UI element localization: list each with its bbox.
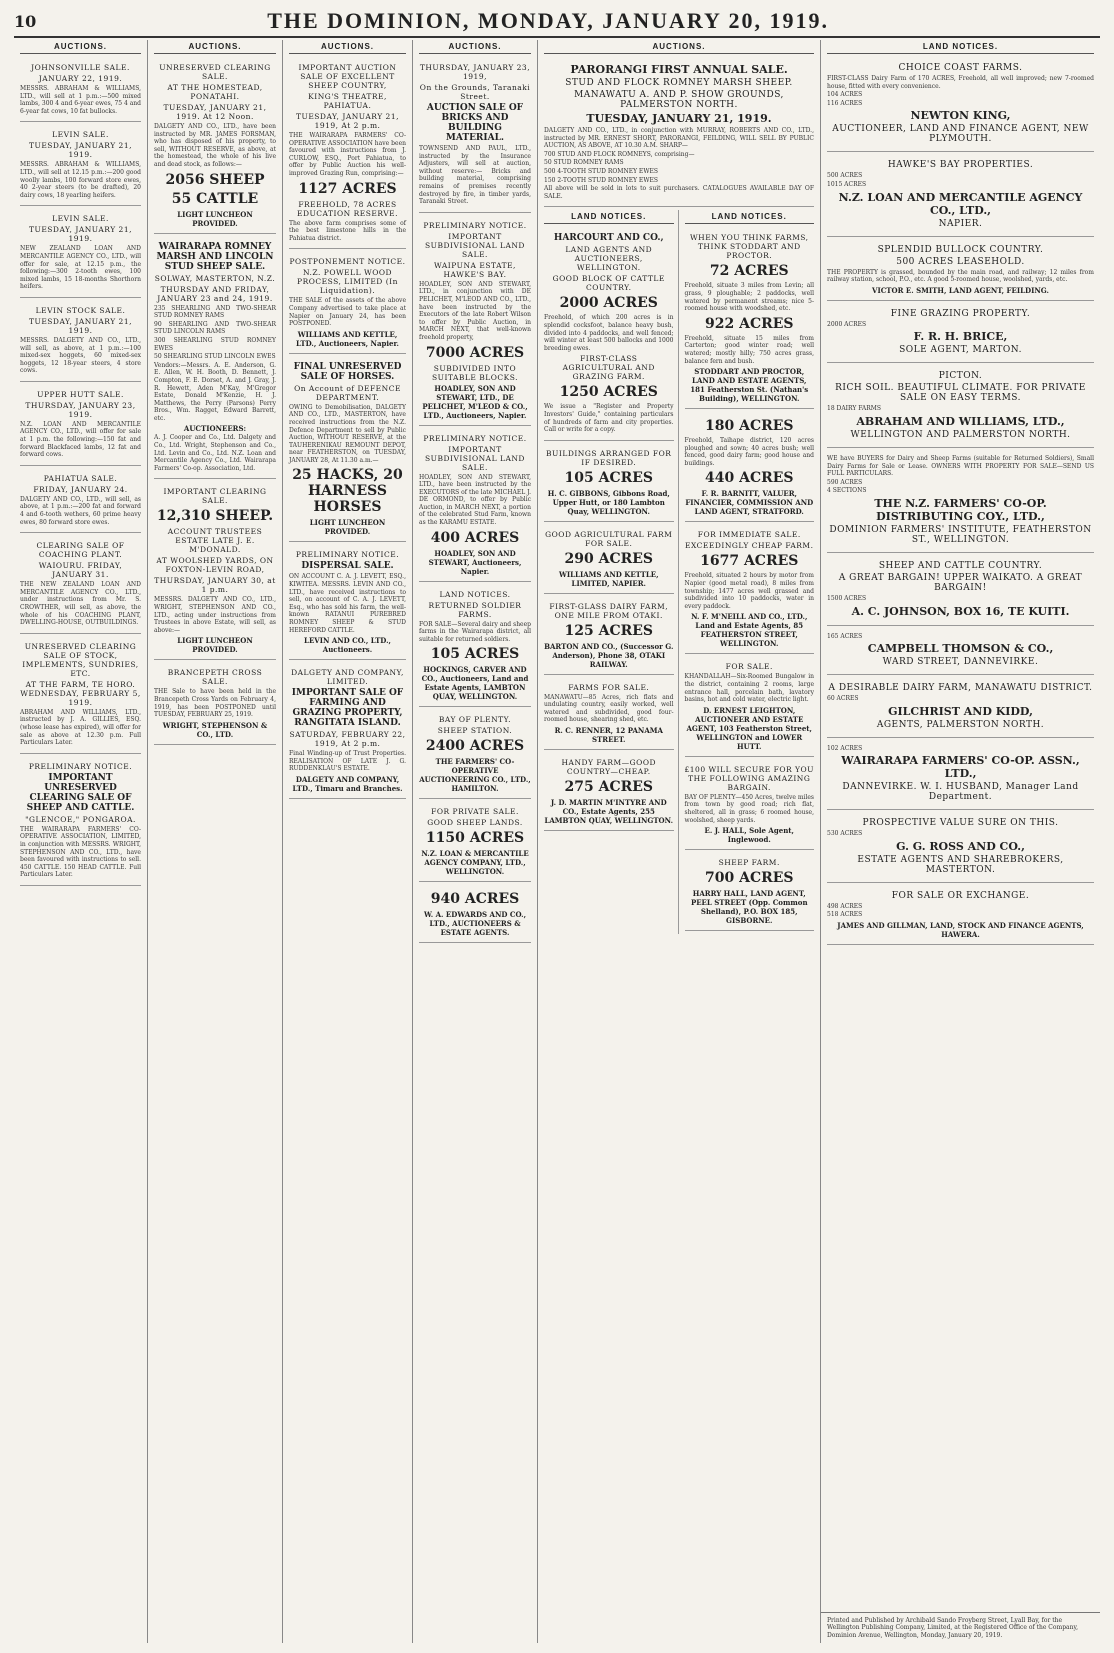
ad-title: DISPERSAL SALE.: [301, 561, 394, 572]
ad-title: SHEEP STATION.: [437, 726, 513, 736]
ad-body: HOADLEY, SON AND STEWART, LTD., in conjunction with DE PELICHET, M'LEOD AND CO., LTD., have been instructed by the Executors of the late Robert Wilson to offer by Public Auction, in MARCH NEXT, that well-known freehold property,: [419, 280, 531, 341]
ad-signature: N. F. M'NEILL AND CO., LTD., Land and Estate Agents, 85 FEATHERSTON STREET, WELLINGTON.: [691, 612, 808, 649]
ad-subtitle: A GREAT BARGAIN! UPPER WAIKATO. A GREAT BARGAIN!: [838, 572, 1083, 593]
ad-heading: LEVIN SALE.: [52, 214, 109, 224]
ad-waipuna-estate: [419, 216, 531, 426]
ad-choice-coast-farms: [827, 58, 1094, 152]
ad-signature: D. ERNEST LEIGHTON, AUCTIONEER AND ESTATE AGENT, 103 Featherston Street, WELLINGTON and LOWER HUTT.: [686, 705, 812, 751]
ad-upper-waikato: [827, 556, 1094, 626]
ad-title: N.Z. LOAN AND MERCANTILE AGENCY CO., LTD.,: [838, 190, 1083, 217]
ad-karamu-estate: [419, 429, 531, 582]
ad-signature: LEVIN AND CO., LTD., Auctioneers.: [304, 636, 391, 655]
ad-title: NEWTON KING,: [910, 109, 1011, 123]
ad-body: DALGETY AND CO., LTD., will sell, as above, at 1 p.m.:—200 fat and forward 4 and 6-tooth wethers, 60 prime heavy ewes, 80 forward store ewes.: [20, 495, 141, 526]
ad-title: IMPORTANT SUBDIVISIONAL LAND SALE.: [425, 231, 525, 259]
ad-wairarapa-coop: [827, 741, 1094, 811]
ad-date: JANUARY 22, 1919.: [38, 74, 123, 83]
ad-lot: 500 4-TOOTH STUD ROMNEY EWES: [544, 167, 658, 175]
ad-title: PARORANGI FIRST ANNUAL SALE.: [570, 63, 788, 76]
column-2: [148, 40, 283, 1643]
ad-place: KING'S THEATRE, PAHIATUA.: [308, 92, 387, 110]
ad-signature: HARRY HALL, LAND AGENT, PEEL STREET (Opp. Common Shelland), P.O. BOX 185, GISBORNE.: [690, 889, 808, 926]
ad-signature: THE FARMERS' CO-OPERATIVE AUCTIONEERING CO., LTD., HAMILTON.: [419, 757, 531, 794]
ad-heading: CHOICE COAST FARMS.: [898, 63, 1023, 73]
column-heading: AUCTIONS.: [419, 40, 531, 54]
ad-leighton: [685, 657, 815, 756]
ad-title: GILCHRIST AND KIDD,: [888, 704, 1033, 718]
ad-heading: PAHIATUA SALE.: [43, 473, 118, 483]
ad-body: THE Sale to have been held in the Brancepeth Cross Yards on February 4, 1919, has been POSTPONED until TUESDAY, FEBRUARY 25, 1919.: [154, 688, 276, 719]
ad-headline-figure: 2400 ACRES: [425, 738, 525, 755]
ad-place: "GLENCOE," PONGAROA.: [25, 814, 136, 824]
ad-glencoe-sale: [20, 757, 141, 886]
newspaper-title: THE DOMINION, MONDAY, JANUARY 20, 1919.: [267, 8, 830, 33]
ad-title: HARCOURT AND CO.,: [553, 233, 664, 244]
ad-body: MANAWATU—85 Acres, rich flats and undulating country, easily worked, well watered and subdivided, good four-roomed house, shearing shed, etc.: [544, 693, 674, 724]
ad-lot: 102 ACRES: [827, 744, 863, 752]
ad-body: FIRST-CLASS Dairy Farm of 170 ACRES, Freehold, all well improved; new 7-roomed house, fitted with every convenience.: [827, 75, 1094, 90]
ad-heading: FIRST-CLASS AGRICULTURAL AND GRAZING FARM.: [562, 354, 655, 382]
ad-heading: FINE GRAZING PROPERTY.: [890, 308, 1031, 319]
ad-signature: DALGETY AND COMPANY, LTD., Timaru and Branches.: [292, 775, 403, 793]
ad-heading: JOHNSONVILLE SALE.: [31, 63, 130, 72]
ad-subtitle: ESTATE AGENTS AND SHAREBROKERS, MASTERTON.: [857, 854, 1064, 875]
ad-heading: FARMS FOR SALE.: [568, 682, 650, 692]
ad-barton-dairy: [544, 597, 674, 675]
ad-headline-figure: 940 ACRES: [430, 891, 520, 908]
ad-signature: VICTOR E. SMITH, LAND AGENT, FEILDING.: [872, 285, 1049, 295]
ad-signature: JAMES AND GILLMAN, LAND, STOCK AND FINANCE AGENTS, HAWERA.: [837, 921, 1084, 940]
ad-lot: 498 ACRES: [827, 902, 863, 910]
sub-column-left: [544, 210, 679, 934]
ad-body: BAY OF PLENTY—450 Acres, twelve miles from town by good road; rich flat, sheltered, all in grass; 6 roomed house, woolshed, sheep yards.: [684, 793, 814, 824]
ad-dispersal-sale: [289, 545, 406, 660]
column-heading: LAND NOTICES.: [544, 210, 674, 224]
ad-heading: BAY OF PLENTY.: [438, 715, 512, 725]
ad-body: The above farm comprises some of the best limestone hills in the Pahiatua district.: [289, 219, 406, 242]
ad-returned-soldier-farms: [419, 585, 531, 708]
ad-wairarapa-stud-sale: [154, 237, 276, 480]
column-heading: LAND NOTICES.: [827, 40, 1094, 54]
ad-place: WAIPUNA ESTATE, HAWKE'S BAY.: [434, 260, 516, 279]
ad-heading: FOR SALE OR EXCHANGE.: [891, 890, 1030, 901]
ad-date: THURSDAY, JANUARY 23, 1919.: [25, 400, 136, 419]
ad-heading: FOR SALE.: [725, 662, 773, 672]
ad-signature: WILLIAMS AND KETTLE, LIMITED, NAPIER.: [558, 569, 659, 588]
ad-harcourt: [544, 228, 674, 440]
ad-headline-figure: 105 ACRES: [564, 469, 654, 486]
ad-signature: F. R. BARNITT, VALUER, FINANCIER, COMMISSION AND LAND AGENT, STRATFORD.: [685, 489, 814, 517]
ad-headline-figure: 180 ACRES: [704, 418, 794, 435]
ad-heading: POSTPONEMENT NOTICE.: [289, 257, 406, 267]
ad-headline-figure: 125 ACRES: [564, 622, 654, 639]
ad-signature: HOADLEY, SON AND STEWART, LTD., DE PELICHET, M'LEOD & CO., LTD., Auctioneers, Napier.: [422, 383, 528, 420]
page-number: 10: [14, 11, 37, 31]
ad-signature: WRIGHT, STEPHENSON & CO., LTD.: [162, 720, 268, 739]
ad-pahiatua-sale: [20, 469, 141, 533]
ad-body: Freehold, Taihape district, 120 acres ploughed and sown; 40 acres bush; well fenced, good dairy farm; good house and buildings.: [684, 437, 814, 467]
column-6: [821, 40, 1100, 1643]
ad-bullock-country: [827, 240, 1094, 301]
ad-date: AT THE FARM, TE HORO. WEDNESDAY, FEBRUARY 5, 1919.: [20, 679, 141, 707]
ad-lot: 235 SHEARLING AND TWO-SHEAR STUD ROMNEY RAMS: [154, 304, 276, 320]
ad-levin-sale-loan: [20, 209, 141, 298]
ad-lot: 165 ACRES: [827, 632, 863, 640]
ad-heading: PICTON.: [938, 371, 983, 382]
ad-body: Freehold, situate 15 miles from Carterton; good winter road; well watered; mostly hilly; 750 acres grass, balance fern and bush.: [684, 334, 814, 365]
ad-heading: FOR PRIVATE SALE.: [431, 807, 519, 817]
ad-levin-sale: [20, 125, 141, 206]
ad-signature: HOCKINGS, CARVER AND CO., Auctioneers, Land and Estate Agents, LAMBTON QUAY, WELLINGTON.: [421, 665, 529, 702]
ad-body: THE WAIRARAPA FARMERS' CO-OPERATIVE ASSOCIATION have been favoured with instructions from J. CURLOW, ESQ., Port Pahiatua, to offer by Public Auction his well-improved Grazing Run, comprising:—: [289, 132, 406, 177]
ad-james-gillman: [827, 886, 1094, 945]
ad-heading: LEVIN STOCK SALE.: [35, 305, 126, 315]
ad-body: Freehold, situate 3 miles from Levin; all grass, 9 ploughable; 2 paddocks, well watered by permanent streams; nice 5-roomed house with woodshed, etc.: [684, 282, 814, 313]
column-3: [283, 40, 413, 1643]
ad-heading: FOR IMMEDIATE SALE.: [697, 530, 801, 540]
ad-body: MESSRS. DALGETY AND CO., LTD., WRIGHT, STEPHENSON AND CO., LTD., acting under instructions from Trustees in above Estate, will sell, as above:—: [154, 596, 276, 634]
ad-body: THE SALE of the assets of the above Company advertised to take place at Napier on January 24, has been POSTPONED.: [289, 297, 406, 328]
ad-date: TUESDAY, JANUARY 21, 1919.: [29, 141, 132, 160]
sub-column-right: [685, 210, 815, 934]
ad-heading: UNRESERVED CLEARING SALE OF STOCK, IMPLEMENTS, SUNDRIES, ETC.: [22, 641, 139, 678]
ad-signature: LIGHT LUNCHEON PROVIDED.: [177, 209, 253, 228]
ad-gibbons: [544, 444, 674, 522]
ad-lot: 4 SECTIONS: [827, 487, 867, 495]
ad-heading: IMPORTANT AUCTION SALE OF EXCELLENT SHEEP COUNTRY,: [298, 63, 397, 90]
ad-lot: 518 ACRES: [827, 911, 863, 919]
ad-heading: PRELIMINARY NOTICE.: [423, 220, 527, 230]
ad-title: F. R. H. BRICE,: [913, 330, 1008, 344]
ad-title: N.Z. POWELL WOOD PROCESS, LIMITED (In Liquidation).: [297, 268, 398, 296]
ad-important-clearing-sale: [154, 482, 276, 660]
ad-body: THE NEW ZEALAND LOAN AND MERCANTILE AGENCY CO., LTD., under instructions from Mr. S. CROWTHER, will sell, as above, the whole of his COACHING PLANT, DWELLING-HOUSE, OUTBUILDINGS.: [20, 581, 141, 627]
ad-place: On the Grounds, Taranaki Street.: [419, 83, 531, 101]
ad-lot: 1500 ACRES: [827, 594, 867, 602]
ad-heading: PRELIMINARY NOTICE.: [28, 761, 133, 771]
ad-body: FOR SALE—Several dairy and sheep farms in the Wairarapa district, all suitable for returned soldiers.: [419, 620, 531, 643]
ad-heading: PRELIMINARY NOTICE.: [423, 433, 527, 443]
ad-lot: 150 2-TOOTH STUD ROMNEY EWES: [544, 176, 658, 184]
ad-williams-kettle: [544, 525, 674, 594]
ad-subtitle: SUBDIVIDED INTO SUITABLE BLOCKS.: [431, 363, 519, 382]
ad-heading: BUILDINGS ARRANGED FOR IF DESIRED.: [546, 448, 672, 467]
ad-heading: HAWKE'S BAY PROPERTIES.: [887, 160, 1034, 171]
ad-headline-figure: 2000 ACRES: [559, 295, 658, 312]
ad-fine-grazing: [827, 304, 1094, 364]
ad-campbell-thomson: [827, 629, 1094, 676]
ad-signature: J. D. MARTIN M'INTYRE AND CO., Estate Agents, 255 LAMBTON QUAY, WELLINGTON.: [544, 798, 674, 826]
ad-headline-figure: 1677 ACRES: [700, 553, 799, 570]
ad-heading: SPLENDID BULLOCK COUNTRY.: [877, 244, 1044, 255]
ad-signature: HOADLEY, SON AND STEWART, Auctioneers, Napier.: [428, 548, 522, 576]
ad-body: KHANDALLAH—Six-Roomed Bungalow in the district, containing 2 rooms, large entrance hall, porcelain bath, lavatory basins, hot and cold water, electric light.: [684, 673, 814, 704]
ad-body: Vendors:—Messrs. A. E. Anderson, G. E. Allen, W. H. Booth, D. Bennett, J. Compton, F. E. Dorset, A. and J. Gray, J. R. Hewett, Aden M'Kay, M'Gregor Estate, Donald M'Kenzie, H. J. Matthews, the Perry (Parsons) Perry Bros., Wm. Ragget, Edward Barrett, etc.: [154, 361, 276, 422]
ad-title: IMPORTANT SALE OF FARMING AND GRAZING PROPERTY, RANGITATA ISLAND.: [291, 688, 404, 729]
ad-heading: UPPER HUTT SALE.: [37, 389, 124, 399]
ad-title: IMPORTANT UNRESERVED CLEARING SALE OF SHEEP AND CATTLE.: [26, 772, 135, 813]
ad-subtitle: NAPIER.: [938, 218, 983, 229]
ad-subtitle: AGENTS, PALMERSTON NORTH.: [876, 719, 1045, 730]
ad-signature: STODDART AND PROCTOR, LAND AND ESTATE AGENTS, 181 Featherston St. (Nathan's Building), WELLINGTON.: [690, 367, 809, 404]
ad-heading: UNRESERVED CLEARING SALE.: [159, 63, 271, 81]
ad-date: TUESDAY, JANUARY 21, 1919, At 2 p.m.: [296, 112, 399, 130]
ad-date: TUESDAY, JANUARY 21, 1919.: [29, 316, 132, 335]
ad-subtitle: WARD STREET, DANNEVIRKE.: [882, 657, 1039, 668]
ad-signature: LIGHT LUNCHEON PROVIDED.: [309, 518, 386, 537]
ad-headline-figure: 400 ACRES: [430, 529, 520, 546]
ad-headline-figure: 1150 ACRES: [425, 830, 525, 847]
ad-body: N.Z. LOAN AND MERCANTILE AGENCY CO., LTD., will offer for sale at 1 p.m. the following:—150 fat and forward Blackfaced lambs, 12 fat and forward cows.: [20, 420, 141, 459]
ad-lot: 50 STUD ROMNEY RAMS: [544, 159, 624, 167]
ad-body: MESSRS. ABRAHAM & WILLIAMS, LTD., will sell at 12.15 p.m.:—200 good woolly lambs, 100 forward store ewes, 40 2-year steers (to be drafted), 20 dairy cows, 18 yearling heifers.: [20, 161, 141, 199]
ad-body: NEW ZEALAND LOAN AND MERCANTILE AGENCY CO., LTD., will offer for sale, at 12.15 p.m., the following:—300 2-tooth ewes, 100 mixed lambs, 15 18-months Shorthorn heifers.: [20, 245, 141, 291]
ad-pahiatua-sheep-country: [289, 58, 406, 249]
ad-body: All above will be sold in lots to suit purchasers. CATALOGUES AVAILABLE DAY OF SALE.: [544, 185, 814, 200]
ad-body: Final Winding-up of Trust Properties. REALISATION OF LATE J. G. RUDDENKLAU'S ESTATE.: [289, 750, 406, 773]
ad-date: FRIDAY, JANUARY 24.: [33, 484, 128, 494]
ad-title: IMPORTANT SUBDIVISIONAL LAND SALE.: [425, 444, 525, 472]
ad-heading: LAND NOTICES.: [439, 589, 511, 599]
ad-title: A. C. JOHNSON, BOX 16, TE KUITI.: [851, 604, 1070, 618]
ad-body: We issue a "Register and Property Investors' Guide," containing particulars of hundreds of farm and city properties. Call or write for a copy.: [544, 403, 674, 434]
ad-body: A. J. Cooper and Co., Ltd. Dalgety and Co., Ltd. Wright, Stephenson and Co., Ltd. Levin and Co., Ltd. N.Z. Loan and Mercantile Agency Co., Ltd. Wairarapa Farmers' Co-op. Association, Ltd.: [154, 434, 276, 472]
ad-body: WE have BUYERS for Dairy and Sheep Farms (suitable for Returned Soldiers), Small Dairy Farms for Sale or Lease. OWNERS WITH PROPERTY FOR SALE—SEND US FULL PARTICULARS.: [827, 454, 1094, 478]
ad-headline-figure: 25 HACKS, 20 HARNESS HORSES: [292, 467, 403, 516]
ad-title: FINAL UNRESERVED SALE OF HORSES.: [293, 361, 402, 382]
column-heading: LAND NOTICES.: [685, 210, 815, 224]
ad-brancepeth-sale: [154, 663, 276, 744]
ad-subtitle: LAND AGENTS AND AUCTIONEERS, WELLINGTON.: [565, 245, 653, 273]
ad-upper-hutt-sale: [20, 385, 141, 466]
ad-body: THE WAIRARAPA FARMERS' CO-OPERATIVE ASSOCIATION, LIMITED, in conjunction with MESSRS. WRIGHT, STEPHENSON AND CO., LTD., have been favoured with instructions to sell. 450 CATTLE. 150 HEAD CATTLE. Full Particulars Later.: [20, 825, 141, 879]
ad-title: WAIRARAPA FARMERS' CO-OP. ASSN., LTD.,: [841, 754, 1080, 781]
ad-subtitle: DOMINION FARMERS' INSTITUTE, FEATHERSTON ST., WELLINGTON.: [829, 524, 1092, 545]
ad-farmers-coop: [827, 451, 1094, 553]
ad-signature: R. C. RENNER, 12 PANAMA STREET.: [554, 726, 663, 745]
ad-ponatahi-clearing-sale: [154, 58, 276, 234]
ad-headline-figure: 55 CATTLE: [171, 190, 259, 207]
ad-signature: WILLIAMS AND KETTLE, LTD., Auctioneers, Napier.: [296, 329, 399, 348]
ad-lot: 500 ACRES: [827, 172, 863, 180]
ad-headline-figure: 12,310 SHEEP.: [156, 508, 274, 525]
ad-body: MESSRS. DALGETY AND CO., LTD., will sell, as above, at 1 p.m.:—100 mixed-sex hoggets, 60 mixed-sex hoggets, 12 18-year steers, 4 store cows.: [20, 336, 141, 375]
ad-heading: PROSPECTIVE VALUE SURE ON THIS.: [862, 818, 1059, 829]
ad-bricks-sale: [419, 58, 531, 213]
ad-levin-stock-sale: [20, 301, 141, 382]
ad-body: ABRAHAM AND WILLIAMS, LTD., instructed by J. A. GILLIES, ESQ. (whose lease has expired), will offer for sale as above at 12.30 p.m. Full Particulars Later.: [20, 708, 141, 747]
ad-body: TOWNSEND AND PAUL, LTD., instructed by the Insurance Adjusters, will sell at auction, without reserve:— Bricks and building material, comprising remains of premises recently destroyed by fire, in timber yards, Taranaki Street.: [419, 145, 531, 206]
ad-sheep-farm: [685, 853, 815, 931]
ad-subtitle: DANNEVIRKE. W. I. HUSBAND, Manager Land Department.: [842, 782, 1079, 803]
ad-subtitle: 500 ACRES LEASEHOLD.: [896, 256, 1025, 267]
ad-date: THURSDAY AND FRIDAY, JANUARY 23 and 24, 1919.: [157, 284, 273, 303]
column-heading: AUCTIONS.: [289, 40, 406, 54]
ad-signature: E. J. HALL, Sole Agent, Inglewood.: [704, 826, 794, 845]
sub-columns: [544, 210, 814, 934]
column-heading: AUCTIONS.: [20, 40, 141, 54]
ad-gilchrist-kidd: [827, 678, 1094, 738]
ad-heading: IMPORTANT CLEARING SALE.: [163, 487, 267, 506]
ad-headline-figure: 290 ACRES: [564, 550, 654, 567]
ad-headline-figure: 922 ACRES: [704, 315, 794, 332]
ad-lot: 530 ACRES: [827, 830, 863, 838]
ad-heading: GOOD BLOCK OF CATTLE COUNTRY.: [552, 274, 665, 293]
ad-heading: SHEEP FARM.: [718, 858, 780, 868]
ad-signature: LIGHT LUNCHEON PROVIDED.: [177, 636, 253, 655]
ad-body: Freehold, situated 2 hours by motor from Napier (good metal road), 8 miles from township; 1477 acres well grassed and subdivided into 10 paddocks, water in every paddock.: [684, 572, 814, 610]
ad-heading: CLEARING SALE OF COACHING PLANT.: [36, 541, 125, 560]
ad-lot: 700 STUD AND FLOCK ROMNEYS, comprising—: [544, 150, 695, 158]
ad-heading: DALGETY AND COMPANY, LIMITED.: [291, 668, 404, 687]
ad-title: THE N.Z. FARMERS' CO-OP. DISTRIBUTING COY., LTD.,: [874, 496, 1047, 523]
ad-signature: W. A. EDWARDS AND CO., LTD., AUCTIONEERS & ESTATE AGENTS.: [423, 910, 527, 938]
ad-signature: H. C. GIBBONS, Gibbons Road, Upper Hutt, or 180 Lambton Quay, WELLINGTON.: [547, 488, 670, 516]
ad-date: TUESDAY, JANUARY 21, 1919. At 12 Noon.: [163, 103, 267, 121]
column-heading: AUCTIONS.: [544, 40, 814, 54]
ad-lot: 116 ACRES: [827, 99, 863, 107]
ad-title: ACCOUNT TRUSTEES ESTATE LATE J. E. M'DONALD.: [167, 527, 263, 555]
ad-title: G. G. ROSS AND CO.,: [896, 839, 1025, 853]
ad-body: THE PROPERTY is grassed, bounded by the main road, and railway; 12 miles from railway station, school, P.O., etc. A good 5-roomed house, woolshed, yards, etc.: [827, 268, 1094, 284]
ad-place: AT WOOLSHED YARDS, ON FOXTON-LEVIN ROAD,: [156, 556, 274, 575]
ad-body: Freehold, of which 200 acres is in splendid cocksfoot, balance heavy bush, divided into 4 paddocks, and well fenced; will winter at least 500 ballocks and 1000 breeding ewes.: [544, 314, 674, 352]
ad-lot: 104 ACRES: [827, 91, 863, 99]
ad-subtitle: EXCEEDINGLY CHEAP FARM.: [684, 541, 814, 551]
ad-picton: [827, 366, 1094, 448]
ad-handy-farm: [544, 753, 674, 831]
column-5: [538, 40, 821, 1643]
ad-good-sheep-lands: [419, 802, 531, 882]
ad-lot: 1015 ACRES: [827, 180, 867, 188]
ad-heading: £100 WILL SECURE FOR YOU THE FOLLOWING AMAZING BARGAIN.: [684, 764, 814, 792]
imprint: Printed and Published by Archibald Sando Froyberg Street, Lyall Bay, for the Wellington Publishing Company, Limited, at the Registered Office of the Company, Dominion Avenue, Wellington, Monday, January 20, 1919.: [821, 1612, 1100, 1643]
ad-body: MESSRS. ABRAHAM & WILLIAMS, LTD., will sell at 1 p.m.:—500 mixed lambs, 300 4 and 6-year ewes, 75 4 and 6-year fat cows, 10 fat bullocks.: [20, 85, 142, 115]
ad-heading: GOOD AGRICULTURAL FARM FOR SALE.: [545, 529, 673, 548]
ad-heading: HANDY FARM—GOOD COUNTRY—CHEAP.: [561, 758, 656, 777]
ad-subtitle: RICH SOIL. BEAUTIFUL CLIMATE. FOR PRIVATE SALE ON EASY TERMS.: [835, 383, 1086, 404]
ad-lot: 590 ACRES: [827, 478, 863, 486]
column-heading: AUCTIONS.: [154, 40, 276, 54]
ad-body: ON ACCOUNT C. A. J. LEVETT, ESQ., KIWITEA. MESSRS. LEVIN AND CO., LTD., have received instructions to sell, on account of C. A. J. LEVETT, Esq., who has sold his farm, the well-known RATANUI PUREBRED ROMNEY SHEEP & STUD HEREFORD CATTLE.: [289, 573, 406, 634]
ad-heading: LEVIN SALE.: [52, 130, 109, 140]
ad-place: SOLWAY, MASTERTON, N.Z.: [154, 273, 276, 283]
column-4: [413, 40, 538, 1643]
ad-horse-sale: [289, 357, 406, 543]
ad-te-horo-clearing-sale: [20, 637, 141, 754]
ad-hawkes-bay-properties: [827, 155, 1094, 236]
ad-subtitle: FREEHOLD, 78 ACRES EDUCATION RESERVE.: [296, 199, 398, 218]
ad-ross: [827, 813, 1094, 883]
ad-title: GOOD SHEEP LANDS.: [427, 818, 523, 828]
ad-heading: BRANCEPETH CROSS SALE.: [167, 668, 263, 687]
ad-signature: N.Z. LOAN & MERCANTILE AGENCY COMPANY, LTD., WELLINGTON.: [421, 849, 529, 877]
ad-renner-farms: [544, 678, 674, 750]
ad-heading: A DESIRABLE DAIRY FARM, MANAWATU DISTRICT.: [828, 683, 1093, 694]
ad-mcneill: [685, 525, 815, 654]
ad-johnsonville-sale: [20, 58, 141, 122]
ad-heading: FIRST-GLASS DAIRY FARM, ONE MILE FROM OTAKI.: [549, 601, 669, 620]
ad-title: AUCTION SALE OF BRICKS AND BUILDING MATERIAL.: [426, 103, 524, 143]
ad-stoddart-proctor: [685, 228, 815, 409]
ad-place: WELLINGTON AND PALMERSTON NORTH.: [850, 429, 1071, 440]
ad-title: CAMPBELL THOMSON & CO.,: [867, 642, 1054, 656]
ad-lot: 2000 ACRES: [827, 320, 867, 328]
ad-lot: 300 SHEARLING STUD ROMNEY EWES: [154, 336, 276, 352]
ad-date: WAIOURU. FRIDAY, JANUARY 31.: [38, 561, 123, 580]
ad-lot: 90 SHEARLING AND TWO-SHEAR STUD LINCOLN RAMS: [154, 320, 276, 336]
ad-headline-figure: 1127 ACRES: [298, 180, 397, 197]
ad-headline-figure: 440 ACRES: [704, 470, 794, 487]
ad-barnitt: [685, 412, 815, 522]
ad-signature: AUCTIONEERS:: [183, 424, 247, 434]
ad-heading: PRELIMINARY NOTICE.: [295, 550, 400, 560]
ad-date: TUESDAY, JANUARY 21, 1919.: [586, 112, 772, 125]
ad-heading: WHEN YOU THINK FARMS, THINK STODDART AND PROCTOR.: [689, 233, 809, 261]
ad-signature: BARTON AND CO., (Successor G. Anderson), Phone 38, OTAKI RAILWAY.: [544, 641, 674, 669]
ad-coaching-plant-sale: [20, 536, 141, 634]
ad-body: DALGETY AND CO., LTD., have been instructed by MR. JAMES FORSMAN, who has disposed of his property, to sell, WITHOUT RESERVE, as above, at the homestead, the whole of his live and dead stock, as follows:—: [154, 123, 276, 168]
ad-bay-of-plenty-station: [419, 710, 531, 799]
ad-subtitle: On Account of DEFENCE DEPARTMENT.: [294, 383, 401, 402]
ad-date: TUESDAY, JANUARY 21, 1919.: [29, 225, 132, 244]
ad-body: DALGETY AND CO., LTD., in conjunction with MURRAY, ROBERTS AND CO., LTD., instructed by MR. ERNEST SHORT, PARORANGI, FEILDING, WILL SELL BY PUBLIC AUCTION, AS ABOVE, AT 10.30 A.M. SHARP—: [544, 127, 814, 150]
ad-date: SATURDAY, FEBRUARY 22, 1919, At 2 p.m.: [289, 730, 406, 749]
ad-postponement-notice: [289, 252, 406, 353]
ad-headline-figure: 275 ACRES: [564, 779, 654, 796]
ad-rangitata-sale: [289, 663, 406, 799]
ad-place: AT THE HOMESTEAD, PONATAHI.: [167, 83, 263, 101]
ad-title: RETURNED SOLDIER FARMS.: [428, 600, 522, 619]
ad-parorangi-sale: [544, 58, 814, 207]
ad-body: OWING to Demobilisation, DALGETY AND CO., LTD., MASTERTON, have received instructions from the N.Z. Defence Department to sell by Public Auction, WITHOUT RESERVE, at the TAUHERENIKAU REMOUNT DEPOT, near FEATHERSTON, on TUESDAY, JANUARY 28, At 11.30 a.m.—: [289, 403, 406, 464]
column-1: [14, 40, 148, 1643]
ad-lot: 60 ACRES: [827, 695, 859, 703]
ad-subtitle: AUCTIONEER, LAND AND FINANCE AGENT, NEW PLYMOUTH.: [832, 124, 1089, 145]
ad-headline-figure: 72 ACRES: [709, 263, 789, 280]
ad-subtitle: SOLE AGENT, MARTON.: [899, 345, 1022, 356]
ad-headline-figure: 1250 ACRES: [559, 384, 658, 401]
ad-body: HOADLEY, SON AND STEWART, LTD., have been instructed by the EXECUTORS of the late MICHAEL J. DE ORMOND, to offer by Public Auction, in MARCH NEXT, a portion of the celebrated Stud Farm, known as the KARAMU ESTATE.: [419, 473, 531, 527]
ad-date: THURSDAY, JANUARY 23, 1919,: [419, 63, 531, 81]
ad-lot: 18 DAIRY FARMS: [827, 405, 882, 413]
ad-headline-figure: 7000 ACRES: [425, 344, 525, 361]
masthead: [14, 6, 1100, 38]
ad-title: WAIRARAPA ROMNEY MARSH AND LINCOLN STUD SHEEP SALE.: [156, 241, 274, 272]
ad-headline-figure: 700 ACRES: [704, 870, 794, 887]
ad-title: ABRAHAM AND WILLIAMS, LTD.,: [856, 414, 1065, 428]
ad-lot: 50 SHEARLING STUD LINCOLN EWES: [154, 353, 276, 361]
ad-headline-figure: 2056 SHEEP: [165, 171, 265, 188]
ad-edwards-farm: [419, 885, 531, 943]
ad-subtitle: STUD AND FLOCK ROMNEY MARSH SHEEP.: [565, 78, 793, 88]
ad-heading: SHEEP AND CATTLE COUNTRY.: [878, 560, 1043, 571]
ad-date: THURSDAY, JANUARY 30, at 1 p.m.: [154, 576, 276, 595]
ad-place: MANAWATU A. AND P. SHOW GROUNDS, PALMERSTON NORTH.: [574, 90, 784, 110]
ad-hall-bargain: [685, 760, 815, 850]
ad-headline-figure: 105 ACRES: [430, 646, 520, 663]
